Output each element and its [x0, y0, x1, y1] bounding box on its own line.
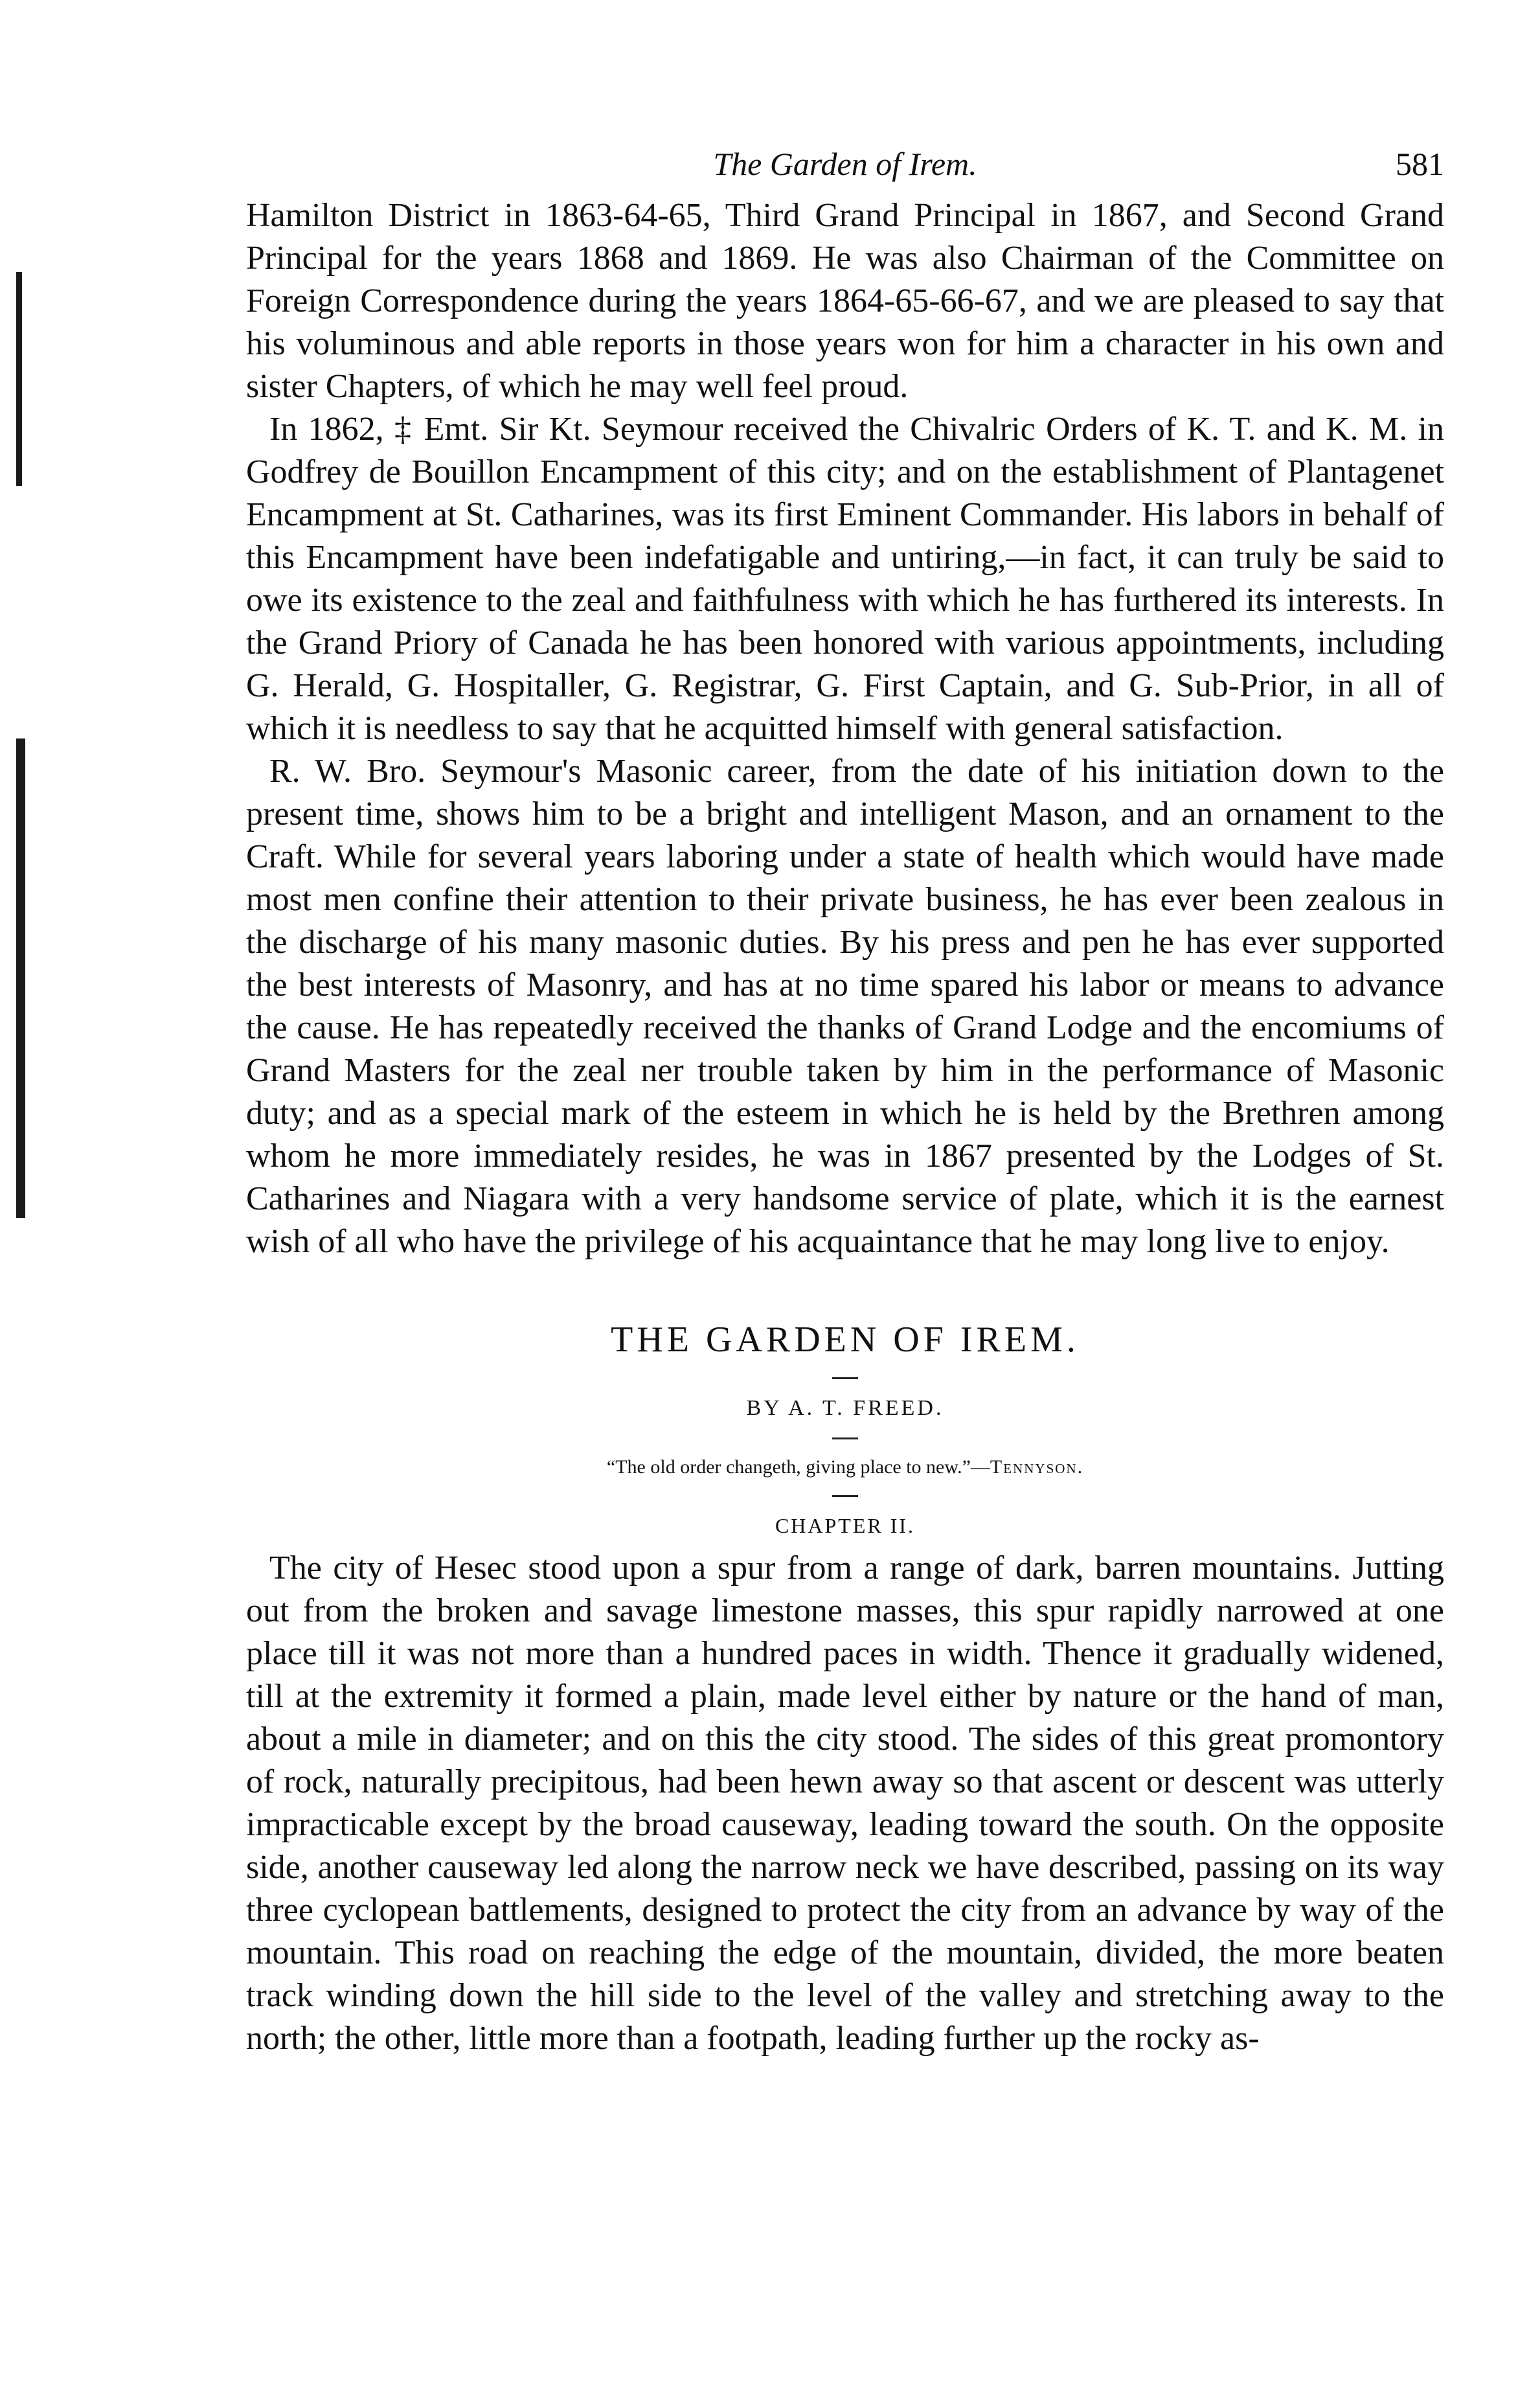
chapter-heading: CHAPTER II.: [775, 1514, 916, 1537]
running-title: The Garden of Irem.: [713, 146, 977, 182]
epigraph-quote: “The old order changeth, giving place to new.”—: [606, 1456, 990, 1478]
margin-bar-bottom: [16, 739, 25, 1218]
article-byline: BY A. T. FREED.: [746, 1396, 944, 1420]
paragraph: R. W. Bro. Seymour's Masonic career, from the date of his initiation down to the present time, shows him to be a bright and intelligent Mason, and an ornament to the Craft. While for several years laboring under a state of health which would have made most men confine their attention to their private business, he has ever been zealous in the discharge of his many masonic duties. By his press and pen he has ever supported the best interests of Masonry, and has at no time spared his labor or means to advance the cause. He has repeatedly received the thanks of Grand Lodge and the encomiums of Grand Masters for the zeal ner trouble taken by him in the performance of Masonic duty; and as a special mark of the esteem in which he is held by the Brethren among whom he more immediately resides, he was in 1867 presented by the Lodges of St. Catharines and Niagara with a very handsome service of plate, which it is the earnest wish of all who have the privilege of his acquaintance that he may long live to enjoy.: [246, 753, 1444, 1260]
paragraph: Hamilton District in 1863-64-65, Third Grand Principal in 1867, and Second Grand Principal for the years 1868 and 1869. He was also Chairman of the Committee on Foreign Correspondence during the years 1864-65-66-67, and we are pleased to say that his voluminous and able reports in those years won for him a character in his own and sister Chapters, of which he may well feel proud.: [246, 197, 1444, 405]
preceding-article-text: [246, 194, 1444, 1263]
paragraph: In 1862, ‡ Emt. Sir Kt. Seymour received the Chivalric Orders of K. T. and K. M. in Godfrey de Bouillon Encampment of this city; and on the establishment of Plantagenet Encampment at St. Catharines, was its first Eminent Commander. His labors in behalf of this Encampment have been indefatigable and untiring,—in fact, it can truly be said to owe its existence to the zeal and faithfulness with which he has furthered its interests. In the Grand Priory of Canada he has been honored with various appointments, including G. Herald, G. Hospitaller, G. Registrar, G. First Captain, and G. Sub-Prior, in all of which it is needless to say that he acquitted himself with general satisfaction.: [246, 411, 1444, 747]
epigraph-author: Tennyson.: [990, 1456, 1084, 1478]
page-number: 581: [1396, 146, 1444, 182]
article-title: THE GARDEN OF IREM.: [611, 1320, 1080, 1360]
divider: [832, 1495, 858, 1497]
article-body: [246, 1547, 1444, 2060]
paragraph: The city of Hesec stood upon a spur from a range of dark, barren mountains. Jutting out from the broken and savage limestone masses, this spur rapidly narrowed at one place till it was not more than a hundred paces in width. Thence it gradually widened, till at the extremity it formed a plain, made level either by nature or the hand of man, about a mile in diameter; and on this the city stood. The sides of this great promontory of rock, naturally precipitous, had been hewn away so that ascent or descent was utterly impracticable except by the broad causeway, leading toward the south. On the opposite side, another causeway led along the narrow neck we have described, passing on its way three cyclopean battlements, designed to protect the city from an advance by way of the mountain. This road on reaching the edge of the mountain, divided, the more beaten track winding down the hill side to the level of the valley and stretching away to the north; the other, little more than a footpath, leading further up the rocky as-: [246, 1550, 1444, 2057]
page: [246, 130, 1444, 2060]
divider: [832, 1377, 858, 1379]
divider: [832, 1437, 858, 1439]
epigraph: [246, 1456, 1444, 1478]
page-header: [246, 130, 1444, 194]
margin-bar-top: [16, 272, 22, 486]
